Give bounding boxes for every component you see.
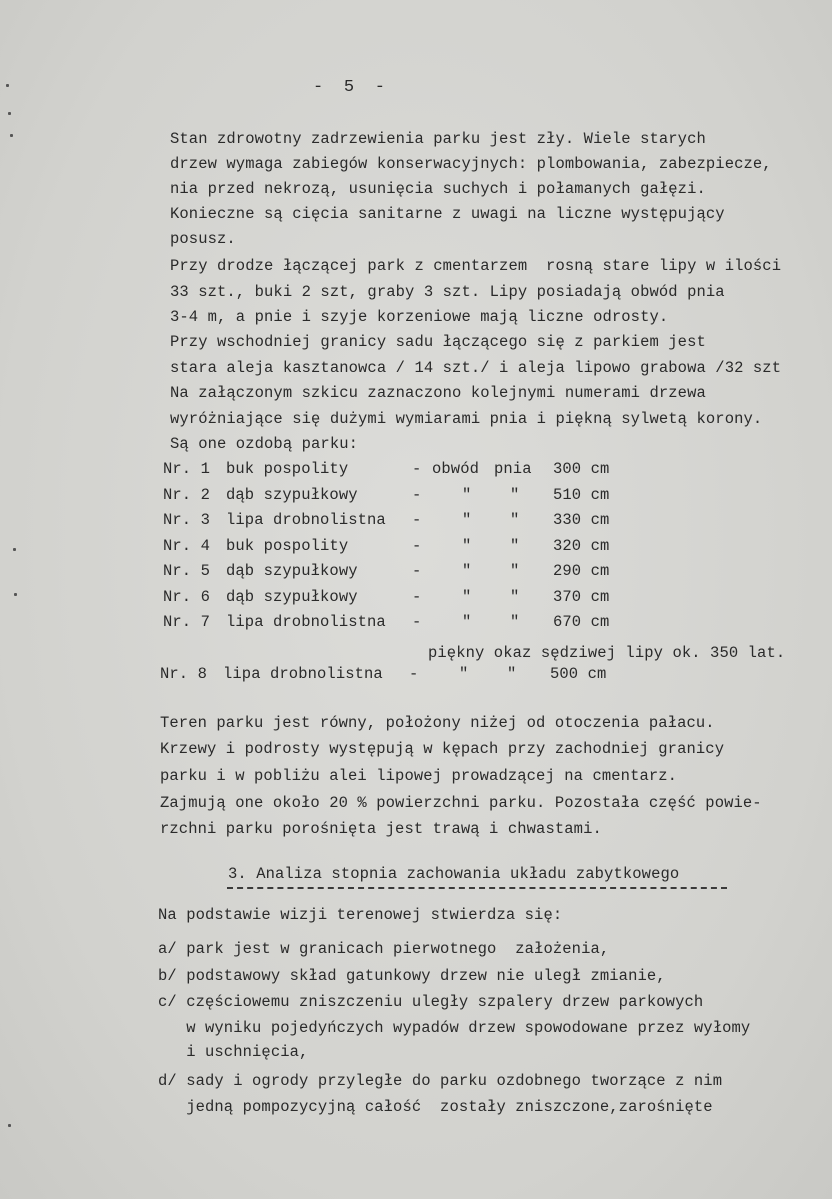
margin-mark xyxy=(14,593,17,596)
text-line: Są one ozdobą parku: xyxy=(170,435,359,453)
tree-circumference: 320 cm xyxy=(553,537,610,555)
tree-species: dąb szypułkowy xyxy=(226,486,358,504)
tree-label: " xyxy=(510,511,520,529)
tree-label: " xyxy=(510,537,520,555)
text-line: Przy drodze łączącej park z cmentarzem rosną stare lipy w ilości xyxy=(170,257,782,275)
intro-line: Na podstawie wizji terenowej stwierdza się: xyxy=(158,906,563,924)
tree-dash: - xyxy=(412,562,422,580)
tree-dash: - xyxy=(409,665,419,683)
tree-circumference: 300 cm xyxy=(553,460,610,478)
tree-number: Nr. 2 xyxy=(163,486,211,504)
tree-species: dąb szypułkowy xyxy=(226,588,358,606)
text-line: drzew wymaga zabiegów konserwacyjnych: plombowania, zabezpiecze, xyxy=(170,155,772,173)
text-line: parku i w pobliżu alei lipowej prowadzącej na cmentarz. xyxy=(160,767,678,785)
text-line: Krzewy i podrosty występują w kępach przy zachodniej granicy xyxy=(160,740,725,758)
tree-label: pnia xyxy=(494,460,532,478)
text-line: Na załączonym szkicu zaznaczono kolejnymi numerami drzewa xyxy=(170,384,706,402)
tree-label: " xyxy=(462,486,472,504)
text-line: wyróżniające się dużymi wymiarami pnia i piękną sylwetą korony. xyxy=(170,410,763,428)
tree-label: " xyxy=(510,562,520,580)
list-item: d/ sady i ogrody przyległe do parku ozdobnego tworzące z nim xyxy=(158,1072,723,1090)
text-line: rzchni parku porośnięta jest trawą i chwastami. xyxy=(160,820,602,838)
tree-dash: - xyxy=(412,460,422,478)
margin-mark xyxy=(13,548,16,551)
tree-circumference: 370 cm xyxy=(553,588,610,606)
text-line: posusz. xyxy=(170,230,236,248)
tree-species: lipa drobnolistna xyxy=(226,613,386,631)
margin-mark xyxy=(8,112,11,115)
margin-mark xyxy=(10,134,13,137)
tree-circumference: 330 cm xyxy=(553,511,610,529)
margin-mark xyxy=(6,84,9,87)
tree-label: " xyxy=(507,665,517,683)
tree-number: Nr. 6 xyxy=(163,588,211,606)
tree-number: Nr. 8 xyxy=(160,665,208,683)
list-item: jedną pompozycyjną całość zostały zniszczone,zarośnięte xyxy=(158,1098,713,1116)
tree-species: buk pospolity xyxy=(226,537,349,555)
tree-dash: - xyxy=(412,588,422,606)
tree-label: obwód xyxy=(432,460,480,478)
text-line: 3-4 m, a pnie i szyje korzeniowe mają liczne odrosty. xyxy=(170,308,669,326)
tree-label: " xyxy=(459,665,469,683)
page-number: - 5 - xyxy=(313,78,386,97)
text-line: stara aleja kasztanowca / 14 szt./ i aleja lipowo grabowa /32 szt xyxy=(170,359,782,377)
tree-label: " xyxy=(462,613,472,631)
tree-label: " xyxy=(510,613,520,631)
tree-species: dąb szypułkowy xyxy=(226,562,358,580)
tree-number: Nr. 4 xyxy=(163,537,211,555)
tree-label: " xyxy=(462,562,472,580)
tree-dash: - xyxy=(412,613,422,631)
tree-label: " xyxy=(510,588,520,606)
tree-circumference: 670 cm xyxy=(553,613,610,631)
tree-dash: - xyxy=(412,537,422,555)
tree-circumference: 510 cm xyxy=(553,486,610,504)
list-item: a/ park jest w granicach pierwotnego założenia, xyxy=(158,940,610,958)
text-line: nia przed nekrozą, usunięcia suchych i połamanych gałęzi. xyxy=(170,180,706,198)
text-line: Konieczne są cięcia sanitarne z uwagi na liczne występujący xyxy=(170,205,725,223)
list-item: i uschnięcia, xyxy=(158,1043,309,1061)
tree-dash: - xyxy=(412,486,422,504)
tree-species: buk pospolity xyxy=(226,460,349,478)
tree-label: " xyxy=(462,511,472,529)
list-item: w wyniku pojedyńczych wypadów drzew spowodowane przez wyłomy xyxy=(158,1019,751,1037)
margin-mark xyxy=(8,1124,11,1127)
tree-number: Nr. 1 xyxy=(163,460,211,478)
text-line: Teren parku jest równy, położony niżej od otoczenia pałacu. xyxy=(160,714,715,732)
tree-number: Nr. 7 xyxy=(163,613,211,631)
tree-circumference: 500 cm xyxy=(550,665,607,683)
tree-note: piękny okaz sędziwej lipy ok. 350 lat. xyxy=(428,644,786,662)
text-line: Zajmują one około 20 % powierzchni parku. Pozostała część powie- xyxy=(160,794,762,812)
tree-number: Nr. 5 xyxy=(163,562,211,580)
text-line: 33 szt., buki 2 szt, graby 3 szt. Lipy posiadają obwód pnia xyxy=(170,283,725,301)
tree-species: lipa drobnolistna xyxy=(223,665,383,683)
text-line: Stan zdrowotny zadrzewienia parku jest zły. Wiele starych xyxy=(170,130,706,148)
tree-species: lipa drobnolistna xyxy=(226,511,386,529)
list-item: b/ podstawowy skład gatunkowy drzew nie uległ zmianie, xyxy=(158,967,666,985)
tree-label: " xyxy=(510,486,520,504)
tree-dash: - xyxy=(412,511,422,529)
text-line: Przy wschodniej granicy sadu łączącego się z parkiem jest xyxy=(170,333,706,351)
tree-circumference: 290 cm xyxy=(553,562,610,580)
heading-underline xyxy=(227,887,727,889)
tree-number: Nr. 3 xyxy=(163,511,211,529)
tree-label: " xyxy=(462,588,472,606)
list-item: c/ częściowemu zniszczeniu uległy szpalery drzew parkowych xyxy=(158,993,704,1011)
section-heading: 3. Analiza stopnia zachowania układu zabytkowego xyxy=(228,865,680,883)
tree-label: " xyxy=(462,537,472,555)
